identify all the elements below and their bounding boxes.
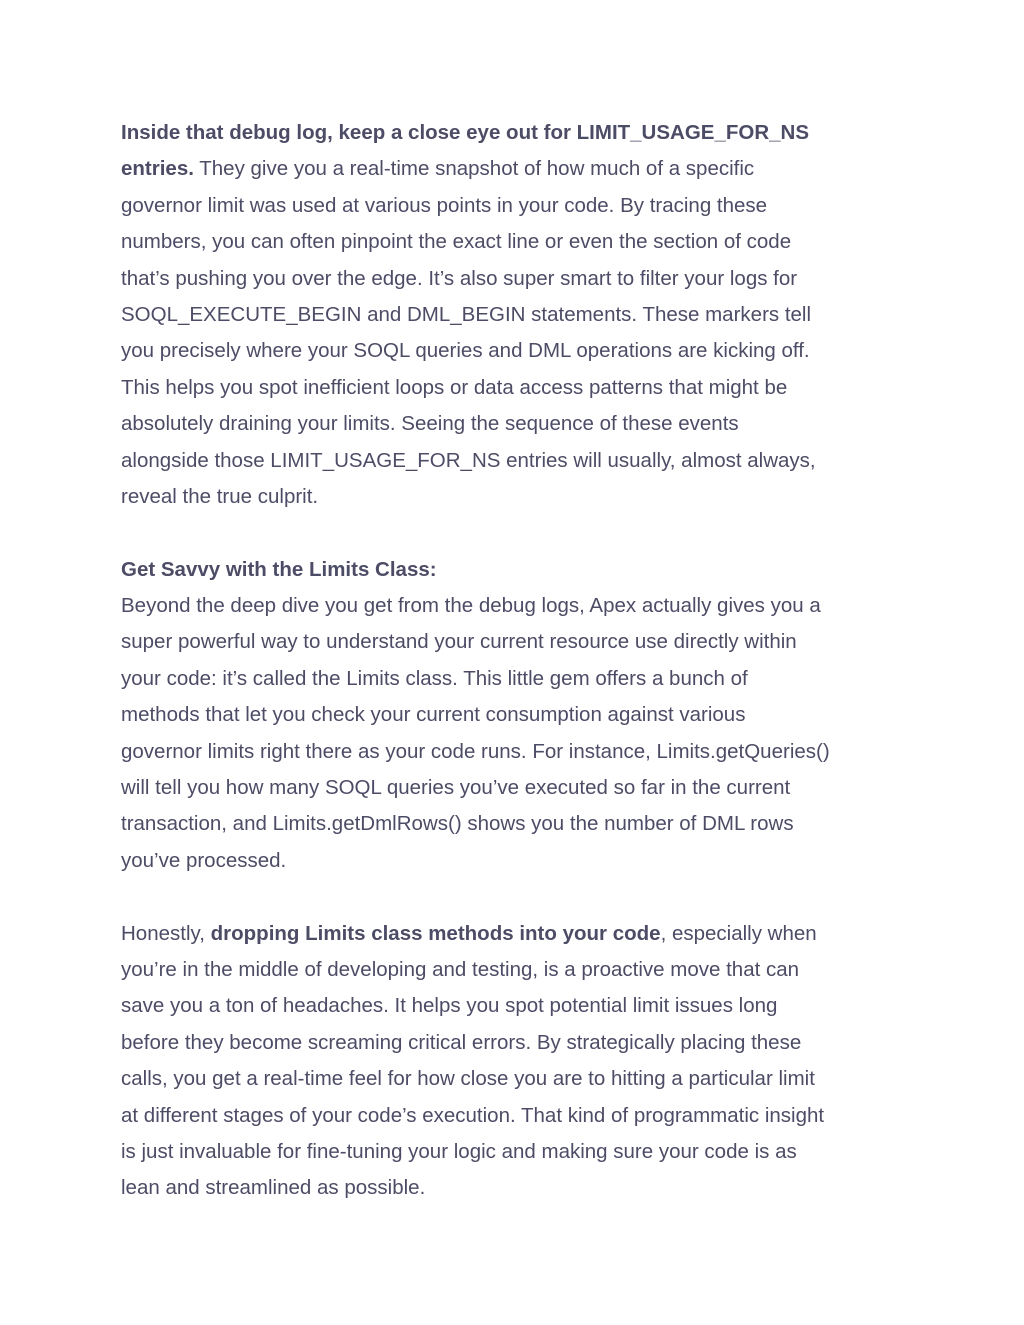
bold-phrase: Inside that debug log, keep a close eye out for LIMIT_USAGE_FOR_NS: [121, 121, 810, 144]
bold-phrase: entries.: [121, 157, 194, 181]
text-line: your code: it’s called the Limits class. This little gem offers a bunch of: [121, 666, 748, 690]
text-line: governor limit was used at various points in your code. By tracing these: [121, 193, 768, 217]
text-line: governor limits right there as your code runs. For instance, Limits.getQueries(): [121, 739, 830, 763]
text-line: before they become screaming critical errors. By strategically placing these: [121, 1030, 802, 1054]
text-line: that’s pushing you over the edge. It’s also super smart to filter your logs for: [121, 266, 798, 290]
paragraph-honestly: [121, 916, 911, 1207]
text-run: , especially when: [660, 921, 817, 945]
section-heading: Get Savvy with the Limits Class:: [121, 557, 437, 581]
text-line: you’ve processed.: [121, 848, 287, 872]
text-line: SOQL_EXECUTE_BEGIN and DML_BEGIN statements. These markers tell: [121, 302, 812, 326]
paragraph-limits-class: [121, 552, 911, 880]
text-line: is just invaluable for fine-tuning your logic and making sure your code is as: [121, 1139, 797, 1163]
text-line: will tell you how many SOQL queries you’ve executed so far in the current: [121, 776, 791, 800]
text-line: absolutely draining your limits. Seeing the sequence of these events: [121, 412, 739, 436]
text-line: methods that let you check your current consumption against various: [121, 703, 746, 727]
text-line: [121, 151, 911, 187]
text-line: lean and streamlined as possible.: [121, 1176, 426, 1200]
text-run: Honestly,: [121, 921, 211, 945]
text-line: reveal the true culprit.: [121, 484, 319, 508]
text-line: This helps you spot inefficient loops or data access patterns that might be: [121, 375, 788, 399]
text-line: calls, you get a real-time feel for how close you are to hitting a particular limit: [121, 1067, 815, 1091]
text-line: transaction, and Limits.getDmlRows() shows you the number of DML rows: [121, 812, 794, 836]
text-line: you’re in the middle of developing and testing, is a proactive move that can: [121, 957, 800, 981]
document-page: [121, 115, 911, 1207]
bold-phrase: dropping Limits class methods into your code: [210, 921, 661, 945]
text-run: They give you a real-time snapshot of how much of a specific: [193, 157, 755, 181]
text-line: [121, 916, 911, 952]
text-line: at different stages of your code’s execution. That kind of programmatic insight: [121, 1103, 825, 1127]
text-line: super powerful way to understand your current resource use directly within: [121, 630, 797, 654]
text-line: [121, 115, 911, 151]
text-line: save you a ton of headaches. It helps you spot potential limit issues long: [121, 994, 778, 1018]
text-line: Beyond the deep dive you get from the debug logs, Apex actually gives you a: [121, 594, 821, 618]
text-line: alongside those LIMIT_USAGE_FOR_NS entries will usually, almost always,: [121, 448, 816, 472]
paragraph-debug-log: [121, 115, 911, 515]
text-line: numbers, you can often pinpoint the exact line or even the section of code: [121, 230, 792, 254]
text-line: you precisely where your SOQL queries and DML operations are kicking off.: [121, 339, 810, 363]
